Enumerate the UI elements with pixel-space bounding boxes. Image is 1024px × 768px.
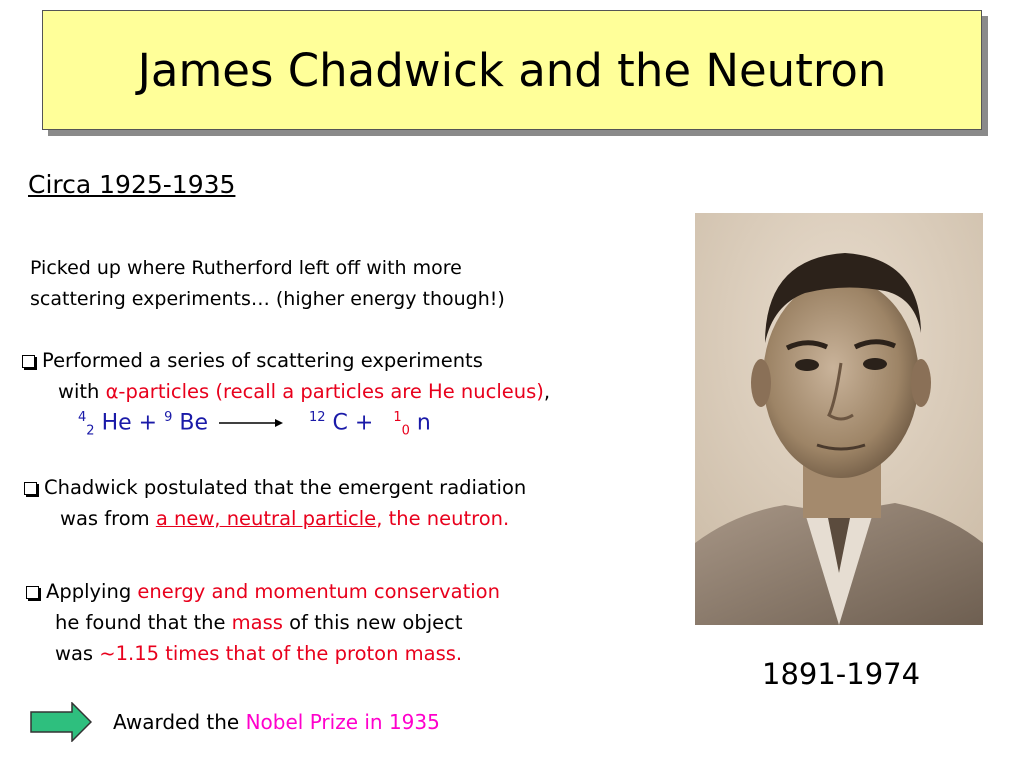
intro-line-1: Picked up where Rutherford left off with more xyxy=(30,257,462,279)
c-mass-number: 12 xyxy=(309,410,326,425)
award-prefix: Awarded the xyxy=(113,710,246,734)
intro-line-2: scattering experiments… (higher energy though!) xyxy=(30,288,505,310)
bullet1-line2 xyxy=(22,376,550,407)
bullet3-line1-prefix: Applying xyxy=(46,580,138,603)
right-arrow-icon xyxy=(30,702,92,742)
c-symbol: C + xyxy=(332,410,374,436)
slide-title: James Chadwick and the Neutron xyxy=(137,43,887,97)
mass-text: mass xyxy=(231,611,283,634)
bullet1-line2-prefix: with xyxy=(58,380,106,403)
he-symbol: He + xyxy=(101,410,158,436)
bullet-conservation xyxy=(26,576,500,669)
alpha-particles-text: α-particles (recall a particles are He nucleus) xyxy=(105,380,544,403)
bullet3-line3 xyxy=(26,638,500,669)
chadwick-portrait xyxy=(695,213,983,625)
checkbox-bullet-icon xyxy=(26,586,39,599)
n-symbol: n xyxy=(416,410,431,436)
bullet-scattering xyxy=(22,345,550,407)
circa-heading: Circa 1925-1935 xyxy=(28,170,236,199)
title-box xyxy=(42,10,982,130)
n-mass-number: 1 xyxy=(393,410,402,425)
bullet2-line1: Chadwick postulated that the emergent radiation xyxy=(44,476,527,499)
reaction-arrow-icon xyxy=(219,417,283,429)
bullet3-line2 xyxy=(26,607,500,638)
he-atomic-number: 2 xyxy=(86,423,95,439)
bullet2-line2-prefix: was from xyxy=(60,507,156,530)
checkbox-bullet-icon xyxy=(24,482,37,495)
n-charge-number: 0 xyxy=(401,423,410,439)
conservation-text: energy and momentum conservation xyxy=(137,580,500,603)
checkbox-bullet-icon xyxy=(22,355,35,368)
proton-mass-ratio-text: ~1.15 times that of the proton mass. xyxy=(99,642,463,665)
bullet2-line2 xyxy=(24,503,526,534)
nuclear-equation xyxy=(78,410,431,439)
bullet2-line2-suffix: , the neutron. xyxy=(376,507,510,530)
nobel-prize-text: Nobel Prize in 1935 xyxy=(245,710,440,734)
neutral-particle-text: a new, neutral particle xyxy=(155,507,377,530)
lifespan-years: 1891-1974 xyxy=(762,657,921,691)
bullet1-line2-suffix: , xyxy=(543,380,551,403)
bullet3-line2-prefix: he found that the xyxy=(55,611,232,634)
bullet3-line3-prefix: was xyxy=(55,642,100,665)
he-mass-number: 4 xyxy=(78,410,87,425)
bullet1-line1: Performed a series of scattering experiments xyxy=(42,349,483,372)
be-symbol: Be xyxy=(179,410,208,436)
bullet3-line2-suffix: of this new object xyxy=(282,611,463,634)
bullet-postulate xyxy=(24,472,526,534)
be-mass-number: 9 xyxy=(164,410,173,425)
intro-text xyxy=(30,253,505,315)
award-text xyxy=(113,710,440,734)
